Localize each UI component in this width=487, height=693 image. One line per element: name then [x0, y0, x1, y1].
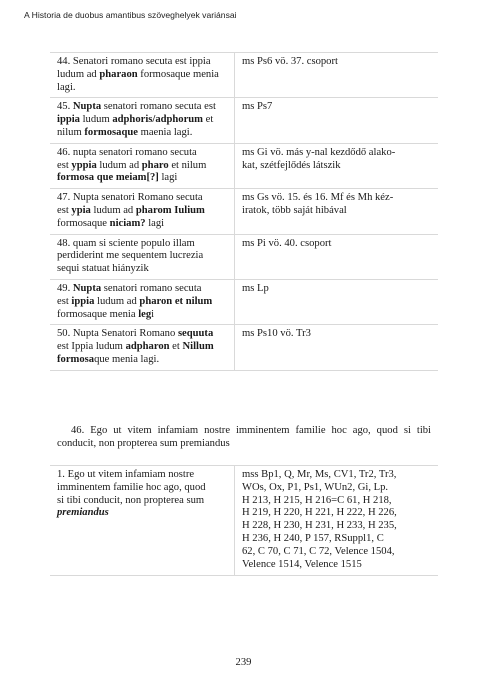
- table-rule: [50, 324, 438, 325]
- manuscript-cell: [242, 238, 434, 251]
- plain-text: senatori romano secuta est: [101, 101, 216, 113]
- emphasis-text: adphoris/adphorum: [112, 114, 204, 126]
- emphasis-text: ippia: [71, 295, 95, 307]
- text-line: H 236, H 240, P 157, RSuppl1, C: [242, 532, 384, 544]
- plain-text: est: [57, 204, 72, 216]
- text-line: [57, 147, 229, 160]
- plain-text: sequi statuat hiányzik: [57, 263, 149, 275]
- emphasis-text: ippia: [57, 114, 80, 126]
- text-line: ms Pi vö. 40. csoport: [242, 237, 332, 249]
- emphasis-text: yppia: [71, 159, 97, 171]
- plain-text: 49.: [57, 283, 73, 294]
- text-line: [57, 238, 229, 251]
- table-rule: [50, 234, 438, 235]
- text-line: [57, 495, 229, 508]
- text-line: WOs, Ox, P1, Ps1, WUn2, Gi, Lp.: [242, 481, 389, 493]
- text-line: ms Lp: [242, 283, 269, 294]
- text-line: [57, 507, 229, 520]
- plain-text: ludum ad: [90, 204, 136, 216]
- text-line: ms Gs vö. 15. és 16. Mf és Mh kéz-: [242, 192, 394, 204]
- emphasis-text: niciam?: [109, 217, 146, 229]
- plain-text: et nilum: [168, 159, 207, 171]
- column-divider: [234, 465, 235, 575]
- plain-text: 46. nupta senatori romano secuta: [57, 146, 197, 158]
- text-line: [57, 114, 229, 127]
- text-line: ms Ps10 vö. Tr3: [242, 328, 311, 340]
- plain-text: est Ippia ludum: [57, 341, 126, 353]
- text-line: [57, 309, 229, 322]
- plain-text: imminentem familie hoc ago, quod: [57, 481, 206, 493]
- manuscript-cell: [242, 147, 434, 173]
- plain-text: 48. quam si sciente populo illam: [57, 237, 195, 249]
- text-line: [57, 354, 229, 367]
- page-number: 239: [235, 657, 252, 668]
- plain-text: 1. Ego ut vitem infamiam nostre: [57, 469, 195, 480]
- text-line: [57, 296, 229, 309]
- emphasis-text: pharaon: [99, 68, 138, 80]
- emphasis-text: formosaque: [84, 126, 138, 138]
- emphasis-text: Nupta: [72, 283, 102, 294]
- plain-text: 44. Senatori romano secuta est ippia: [57, 56, 211, 67]
- text-line: [57, 283, 229, 296]
- emphasis-text: sequuta: [177, 328, 214, 340]
- plain-text: et: [169, 341, 183, 353]
- plain-text: ludum ad: [57, 68, 100, 80]
- running-header: A Historia de duobus amantibus szöveghelyek variánsai: [24, 10, 237, 20]
- text-line: ms Gi vö. más y-nal kezdődő alako-: [242, 146, 396, 158]
- text-line: [57, 192, 229, 205]
- plain-text: formosaque: [57, 217, 110, 229]
- text-line: H 219, H 220, H 221, H 222, H 226,: [242, 507, 397, 519]
- plain-text: lagi.: [57, 81, 76, 93]
- variant-text-cell: [57, 283, 229, 321]
- text-line: iratok, több saját hibával: [242, 204, 347, 216]
- plain-text: lagi: [158, 172, 178, 184]
- emphasis-text: formosa que meiam[?]: [57, 172, 159, 184]
- plain-text: est: [57, 159, 72, 171]
- plain-text: formosaque menia: [57, 308, 139, 320]
- plain-text: senatori romano secuta: [101, 283, 202, 294]
- manuscript-cell: [242, 283, 434, 296]
- manuscript-cell: [242, 192, 434, 218]
- text-line: H 213, H 215, H 216=C 61, H 218,: [242, 494, 392, 506]
- plain-text: i: [151, 308, 155, 320]
- variant-text-cell: [57, 56, 229, 94]
- text-line: [57, 218, 229, 231]
- text-line: [57, 469, 229, 482]
- table-rule: [50, 370, 438, 371]
- text-line: [57, 56, 229, 69]
- table-rule: [50, 465, 438, 466]
- text-line: [57, 205, 229, 218]
- emphasis-text: leg: [138, 308, 152, 320]
- variant-text-cell: [57, 238, 229, 276]
- body-paragraph: [57, 424, 431, 451]
- text-line: kat, szétfejlődés látszik: [242, 159, 341, 171]
- emphasis-text: Nupta: [72, 101, 102, 113]
- plain-text: nilum: [57, 126, 85, 138]
- variant-text-cell: [57, 192, 229, 230]
- text-line: [57, 127, 229, 140]
- emphasis-text: pharo: [141, 159, 169, 171]
- manuscript-cell: [242, 469, 434, 571]
- plain-text: formosaque menia: [137, 68, 219, 80]
- table-rule: [50, 97, 438, 98]
- emphasis-text: premiandus: [57, 507, 109, 519]
- emphasis-text: adpharon: [125, 341, 170, 353]
- manuscript-cell: [242, 101, 434, 114]
- plain-text: que menia lagi.: [94, 353, 160, 365]
- text-line: [57, 250, 229, 263]
- text-line: H 228, H 230, H 231, H 233, H 235,: [242, 520, 397, 532]
- text-line: mss Bp1, Q, Mr, Ms, CV1, Tr2, Tr3,: [242, 469, 397, 480]
- emphasis-text: Nillum: [182, 341, 214, 353]
- plain-text: 45.: [57, 101, 73, 113]
- plain-text: et: [203, 114, 214, 126]
- paragraph-text: 46. Ego ut vitem infamiam nostre imminentem familie hoc ago, quod si tibi conducit, non propterea sum premiandus: [57, 425, 431, 450]
- table-rule: [50, 52, 438, 53]
- table-rule: [50, 143, 438, 144]
- text-line: ms Ps6 vö. 37. csoport: [242, 56, 338, 67]
- text-line: [57, 160, 229, 173]
- table-rule: [50, 279, 438, 280]
- emphasis-text: pharom Iulium: [135, 204, 205, 216]
- text-line: Velence 1514, Velence 1515: [242, 558, 362, 570]
- variant-text-cell: [57, 328, 229, 366]
- text-line: [57, 172, 229, 185]
- plain-text: maenia lagi.: [137, 126, 193, 138]
- emphasis-text: pharon et nilum: [139, 295, 213, 307]
- plain-text: ludum ad: [96, 159, 142, 171]
- manuscript-cell: [242, 56, 434, 69]
- plain-text: 50. Nupta Senatori Romano: [57, 328, 178, 340]
- text-line: 62, C 70, C 71, C 72, Velence 1504,: [242, 545, 395, 557]
- emphasis-text: ypia: [71, 204, 91, 216]
- table-rule: [50, 188, 438, 189]
- column-divider: [234, 52, 235, 370]
- plain-text: lagi: [145, 217, 165, 229]
- text-line: [57, 69, 229, 82]
- text-line: [57, 328, 229, 341]
- plain-text: perdiderint me sequentem lucrezia: [57, 250, 204, 262]
- table-rule: [50, 575, 438, 576]
- text-line: [57, 482, 229, 495]
- plain-text: 47. Nupta senatori Romano secuta: [57, 192, 203, 204]
- text-line: [57, 101, 229, 114]
- variant-text-cell: [57, 101, 229, 139]
- plain-text: ludum ad: [94, 295, 140, 307]
- plain-text: est: [57, 295, 72, 307]
- emphasis-text: formosa: [57, 353, 95, 365]
- variant-text-cell: [57, 147, 229, 185]
- text-line: ms Ps7: [242, 101, 273, 113]
- variant-text-cell: [57, 469, 229, 520]
- text-line: [57, 82, 229, 95]
- plain-text: ludum: [79, 114, 113, 126]
- plain-text: si tibi conducit, non propterea sum: [57, 494, 205, 506]
- manuscript-cell: [242, 328, 434, 341]
- text-line: [57, 263, 229, 276]
- text-line: [57, 341, 229, 354]
